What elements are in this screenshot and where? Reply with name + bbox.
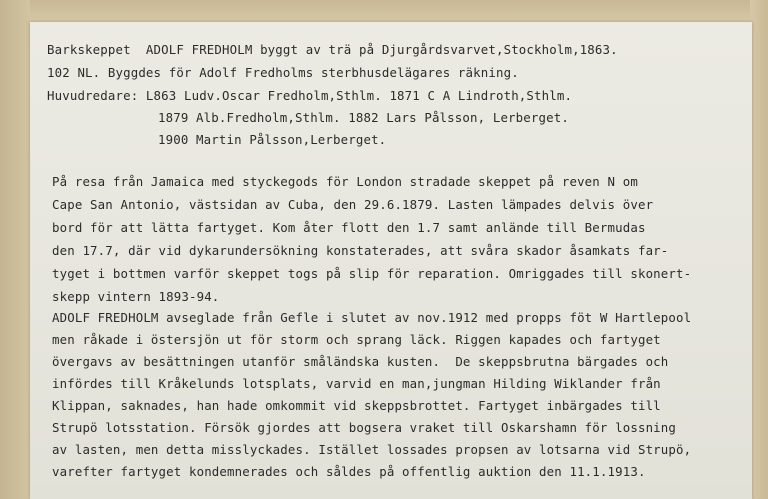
body-line: ADOLF FREDHOLM avseglade från Gefle i slutet av nov.1912 med propps föt W Hartlepool [52,310,692,325]
header-line: 1900 Martin Pålsson,Lerberget. [158,132,387,147]
header-line: Huvudredare: L863 Ludv.Oscar Fredholm,Sthlm. 1871 C A Lindroth,Sthlm. [47,88,573,103]
body-line: infördes till Kråkelunds lotsplats, varvid en man,jungman Hilding Wiklander från [52,376,661,391]
frame-left [0,0,30,499]
body-line: Cape San Antonio, västsidan av Cuba, den 29.6.1879. Lasten lämpades delvis över [52,197,654,212]
body-line: Klippan, saknades, han hade omkommit vid skeppsbrottet. Fartyget inbärgades till [52,398,661,413]
header-line: Barkskeppet ADOLF FREDHOLM byggt av trä på Djurgårdsvarvet,Stockholm,1863. [47,42,618,57]
header-line: 1879 Alb.Fredholm,Sthlm. 1882 Lars Pålsson, Lerberget. [158,110,569,125]
typewritten-card [30,22,752,499]
body-line: men råkade i östersjön ut för storm och sprang läck. Riggen kapades och fartyget [52,332,661,347]
body-line: Strupö lotsstation. Försök gjordes att bogsera vraket till Oskarshamn för lossning [52,420,677,435]
frame-right [750,0,768,499]
body-line: varefter fartyget kondemnerades och såldes på offentlig auktion den 11.1.1913. [52,464,646,479]
body-line: tyget i bottmen varför skeppet togs på slip för reparation. Omriggades till skonert- [52,266,692,281]
body-line: bord för att lätta fartyget. Kom åter flott den 1.7 samt anlände till Bermudas [52,220,646,235]
header-line: 102 NL. Byggdes för Adolf Fredholms sterbhusdelägares räkning. [47,65,519,80]
body-line: av lasten, men detta misslyckades. Istället lossades propsen av lotsarna vid Strupö, [52,442,692,457]
body-line: På resa från Jamaica med styckegods för London stradade skeppet på reven N om [52,174,638,189]
body-line: den 17.7, där vid dykarundersökning konstaterades, att svåra skador åsamkats far- [52,243,669,258]
body-line: skepp vintern 1893-94. [52,289,220,304]
body-line: övergavs av besättningen utanför småländska kusten. De skeppsbrutna bärgades och [52,354,669,369]
